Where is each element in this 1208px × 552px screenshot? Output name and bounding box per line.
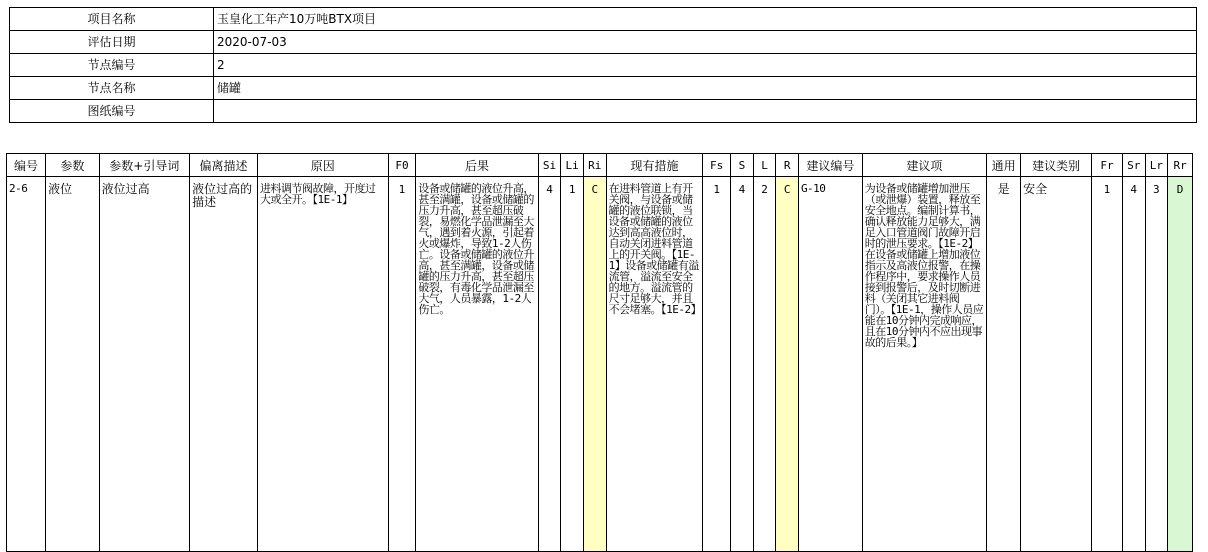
cell-recommendation: 为设备或储罐增加泄压（或泄爆）装置，释放至安全地点。编制计算书，确认释放能力足够大，满足入口管道阀门故障开启时的泄压要求。【1E-2】在设备或储罐上增加液位指示及高液位报警，在操作程序中，要求操作人员接到报警后，及时切断进料（关闭其它进料阀门）。【1E-1，操作人员应能在10分钟内完成响应，且在10分钟内不应出现事故的后果。】 (862, 177, 986, 552)
cell-cause: 进料调节阀故障，开度过大或全开。【1E-1】 (257, 177, 388, 552)
col-header-li: Li (561, 154, 584, 177)
cell-li: 1 (561, 177, 584, 552)
info-value: 2 (214, 54, 1197, 77)
cell-rec-id: G-10 (798, 177, 862, 552)
info-value: 储罐 (214, 77, 1197, 100)
hazop-table (6, 153, 1193, 552)
col-header-s: S (731, 154, 754, 177)
col-header-param: 参数 (46, 154, 99, 177)
col-header-cause: 原因 (257, 154, 388, 177)
cell-r: C (776, 177, 799, 552)
cell-f0: 1 (388, 177, 416, 552)
col-header-sr: Sr (1122, 154, 1145, 177)
table-row (7, 177, 1193, 552)
col-header-ri: Ri (583, 154, 606, 177)
cell-l: 2 (753, 177, 776, 552)
cell-fs: 1 (703, 177, 731, 552)
info-value: 玉皇化工年产10万吨BTX项目 (214, 8, 1197, 31)
info-row-project-name (10, 8, 1197, 31)
cell-lr: 3 (1145, 177, 1168, 552)
info-row-node-id (10, 54, 1197, 77)
info-label: 图纸编号 (10, 100, 214, 123)
col-header-l: L (753, 154, 776, 177)
cell-si: 4 (538, 177, 561, 552)
col-header-r: R (776, 154, 799, 177)
col-header-si: Si (538, 154, 561, 177)
cell-id: 2-6 (7, 177, 46, 552)
cell-param: 液位 (46, 177, 99, 552)
info-label: 评估日期 (10, 31, 214, 54)
cell-deviation: 液位过高的描述 (190, 177, 258, 552)
cell-guide: 液位过高 (99, 177, 190, 552)
cell-sr: 4 (1122, 177, 1145, 552)
col-header-measures: 现有措施 (606, 154, 703, 177)
cell-ri: C (583, 177, 606, 552)
cell-s: 4 (731, 177, 754, 552)
col-header-rr: Rr (1168, 154, 1193, 177)
cell-measures: 在进料管道上有开关阀，与设备或储罐的液位联锁，当设备或储罐的液位达到高高液位时，自动关闭进料管道上的开关阀。【1E-1】设备或储罐有溢流管，溢流至安全的地方。溢流管的尺寸足够大，并且不会堵塞。【1E-2】 (606, 177, 703, 552)
cell-fr: 1 (1092, 177, 1123, 552)
col-header-guide: 参数+引导词 (99, 154, 190, 177)
info-row-node-name (10, 77, 1197, 100)
col-header-common: 通用 (987, 154, 1021, 177)
info-row-drawing-id (10, 100, 1197, 123)
col-header-lr: Lr (1145, 154, 1168, 177)
info-row-eval-date (10, 31, 1197, 54)
info-label: 项目名称 (10, 8, 214, 31)
cell-rec-type: 安全 (1021, 177, 1092, 552)
info-value (214, 100, 1197, 123)
project-info-table (9, 7, 1197, 123)
col-header-rec-type: 建议类别 (1021, 154, 1092, 177)
cell-consequence: 设备或储罐的液位升高，甚至满罐，设备或储罐的压力升高，甚至超压破裂，易燃化学品泄漏至大气，遇到着火源，引起着火或爆炸，导致1-2人伤亡。设备或储罐的液位升高，甚至满罐，设备或储罐的压力升高，甚至超压破裂，有毒化学品泄漏至大气，人员暴露，1-2人伤亡。 (416, 177, 538, 552)
info-value: 2020-07-03 (214, 31, 1197, 54)
cell-common: 是 (987, 177, 1021, 552)
col-header-rec-id: 建议编号 (798, 154, 862, 177)
col-header-consequence: 后果 (416, 154, 538, 177)
col-header-id: 编号 (7, 154, 46, 177)
col-header-recommendation: 建议项 (862, 154, 986, 177)
col-header-fs: Fs (703, 154, 731, 177)
info-label: 节点名称 (10, 77, 214, 100)
table-header-row (7, 154, 1193, 177)
col-header-fr: Fr (1092, 154, 1123, 177)
col-header-f0: F0 (388, 154, 416, 177)
col-header-deviation: 偏离描述 (190, 154, 258, 177)
info-label: 节点编号 (10, 54, 214, 77)
cell-rr: D (1168, 177, 1193, 552)
